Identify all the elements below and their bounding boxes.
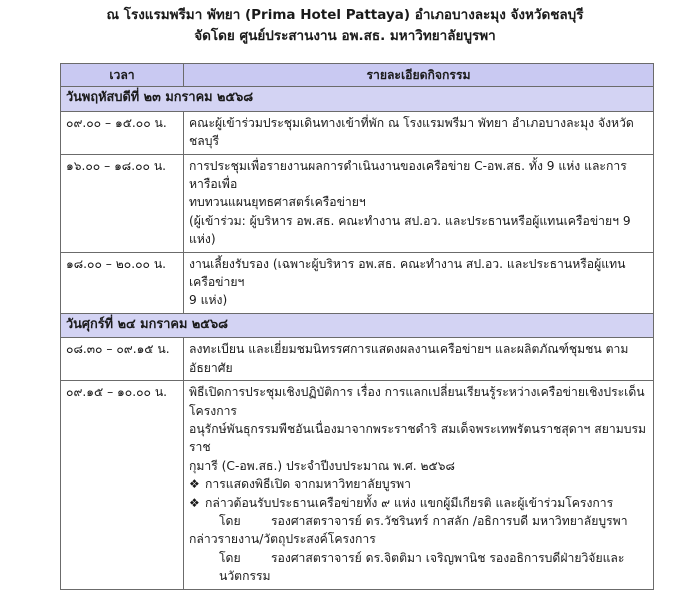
detail-line: 9 แห่ง) (189, 293, 228, 308)
row-detail: ลงทะเบียน และเยี่ยมชมนิทรรศการแสดงผลงานเครือข่ายฯ และผลิตภัณฑ์ชุมชน ตามอัธยาศัย (184, 338, 654, 381)
speaker-name: รองศาสตราจารย์ ดร.วัชรินทร์ กาสลัก /อธิการบดี มหาวิทยาลัยบูรพา (271, 513, 628, 528)
bullet-item (189, 494, 648, 512)
bullet-text: กล่าวต้อนรับประธานเครือข่ายทั้ง ๙ แห่ง แขกผู้มีเกียรติ และผู้เข้าร่วมโครงการ (205, 495, 614, 510)
row-detail (184, 154, 654, 252)
diamond-bullet-icon: ❖ (189, 495, 200, 510)
detail-line: อนุรักษ์พันธุกรรมพืชอันเนื่องมาจากพระราชดำริ สมเด็จพระเทพรัตนราชสุดาฯ สยามบรมราช (189, 421, 647, 455)
detail-line: การประชุมเพื่อรายงานผลการดำเนินงานของเครือข่าย C-อพ.สธ. ทั้ง 9 แห่ง และการหารือเพื่อ (189, 158, 627, 192)
day-header-row (61, 87, 654, 111)
day-header-row (61, 313, 654, 337)
detail-line: กุมารี (C-อพ.สธ.) ประจำปีงบประมาณ พ.ศ. ๒๕๖๘ (189, 458, 455, 473)
table-row (61, 154, 654, 252)
day1-title: วันพฤหัสบดีที่ ๒๓ มกราคม ๒๕๖๘ (61, 87, 654, 111)
venue-line: ณ โรงแรมพรีมา พัทยา (Prima Hotel Pattaya) อำเภอบางละมุง จังหวัดชลบุรี (106, 7, 584, 23)
row-time: ๑๖.๐๐ – ๑๘.๐๐ น. (61, 154, 184, 252)
detail-line: กล่าวรายงาน/วัตถุประสงค์โครงการ (189, 532, 376, 547)
row-time: ๐๘.๓๐ – ๐๙.๑๕ น. (61, 338, 184, 381)
table-row (61, 111, 654, 154)
detail-line: ทบทวนแผนยุทธศาสตร์เครือข่ายฯ (189, 195, 366, 210)
diamond-bullet-icon: ❖ (189, 477, 200, 492)
row-time: ๐๙.๑๕ – ๑๐.๐๐ น. (61, 381, 184, 589)
table-row (61, 381, 654, 589)
row-time: ๑๘.๐๐ – ๒๐.๐๐ น. (61, 252, 184, 313)
by-label: โดย (219, 550, 241, 565)
table-row (61, 338, 654, 381)
time-column-header: เวลา (61, 64, 184, 87)
row-detail (184, 252, 654, 313)
organizer-line: จัดโดย ศูนย์ประสานงาน อพ.สธ. มหาวิทยาลัยบูรพา (194, 28, 496, 44)
row-time: ๐๙.๐๐ – ๑๕.๐๐ น. (61, 111, 184, 154)
day2-title: วันศุกร์ที่ ๒๔ มกราคม ๒๕๖๘ (61, 313, 654, 337)
detail-column-header: รายละเอียดกิจกรรม (184, 64, 654, 87)
speaker-line (189, 512, 648, 530)
row-detail: คณะผู้เข้าร่วมประชุมเดินทางเข้าที่พัก ณ โรงแรมพรีมา พัทยา อำเภอบางละมุง จังหวัดชลบุรี (184, 111, 654, 154)
speaker-line (189, 549, 648, 586)
speaker-name: รองศาสตราจารย์ ดร.จิตติมา เจริญพานิช รองอธิการบดีฝ่ายวิจัยและนวัตกรรม (219, 550, 625, 584)
bullet-item (189, 475, 648, 493)
table-row (61, 252, 654, 313)
table-header-row (61, 64, 654, 87)
row-detail (184, 381, 654, 589)
detail-line: พิธีเปิดการประชุมเชิงปฏิบัติการ เรื่อง การแลกเปลี่ยนเรียนรู้ระหว่างเครือข่ายเชิงประเด็นโครงการ (189, 385, 645, 418)
bullet-text: การแสดงพิธีเปิด จากมหาวิทยาลัยบูรพา (205, 477, 411, 492)
detail-line: (ผู้เข้าร่วม: ผู้บริหาร อพ.สธ. คณะทำงาน สป.อว. และประธานหรือผู้แทนเครือข่ายฯ 9 แห่ง) (189, 213, 631, 247)
agenda-table (60, 63, 654, 590)
detail-line: งานเลี้ยงรับรอง (เฉพาะผู้บริหาร อพ.สธ. คณะทำงาน สป.อว. และประธานหรือผู้แทนเครือข่ายฯ (189, 256, 626, 290)
by-label: โดย (219, 513, 241, 528)
